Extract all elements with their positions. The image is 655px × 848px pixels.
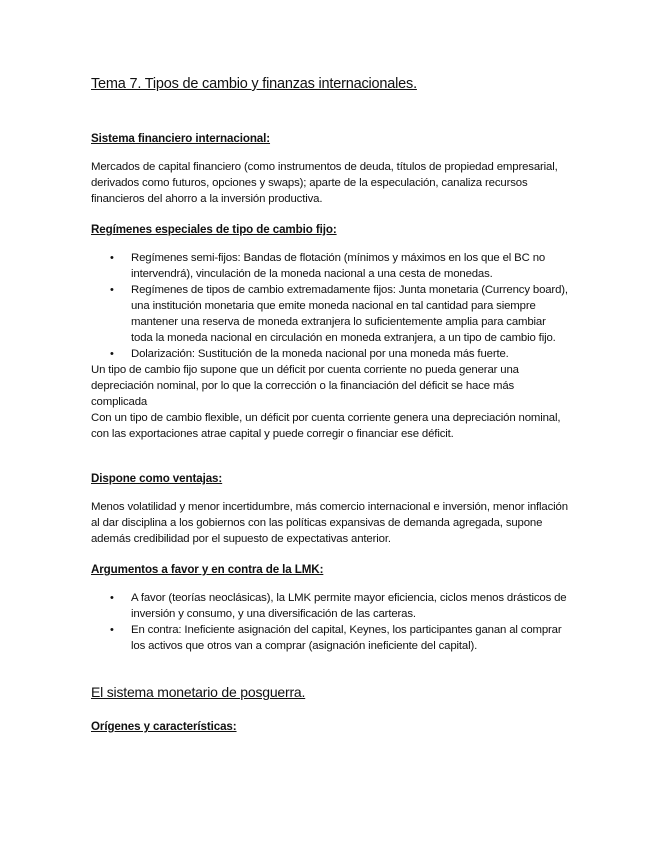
document-body — [91, 76, 569, 733]
list-item: • Dolarización: Sustitución de la moneda nacional por una moneda más fuerte. — [131, 346, 569, 362]
bullet-list-regimenes — [91, 250, 569, 362]
list-item: • A favor (teorías neoclásicas), la LMK permite mayor eficiencia, ciclos menos drásticos de inversión y consumo, y una diversificación de las carteras. — [131, 590, 569, 622]
section-title-sistema-monetario: El sistema monetario de posguerra. — [91, 684, 306, 700]
section-heading-ventajas: Dispone como ventajas: — [91, 472, 223, 485]
list-item: • Regímenes semi-fijos: Bandas de flotación (mínimos y máximos en los que el BC no intervendrá), vinculación de la moneda nacional a una cesta de monedas. — [131, 250, 569, 282]
paragraph-tipo-flexible: Con un tipo de cambio flexible, un déficit por cuenta corriente genera una depreciación nominal, con las exportaciones atrae capital y puede corregir o financiar ese déficit. — [91, 412, 561, 440]
paragraph-tipo-fijo: Un tipo de cambio fijo supone que un déficit por cuenta corriente no pueda generar una depreciación nominal, por lo que la corrección o la financiación del déficit se hace más complicada — [91, 364, 519, 408]
bullet-list-argumentos — [91, 590, 569, 654]
section-heading-origenes: Orígenes y características: — [91, 720, 237, 733]
list-item: • En contra: Ineficiente asignación del capital, Keynes, los participantes ganan al comprar los activos que otros van a comprar (asignación ineficiente del capital). — [131, 622, 569, 654]
section-heading-sistema-financiero: Sistema financiero internacional: — [91, 132, 271, 145]
section-heading-regimenes: Regímenes especiales de tipo de cambio fijo: — [91, 223, 337, 236]
section-heading-argumentos-lmk: Argumentos a favor y en contra de la LMK: — [91, 563, 324, 576]
document-title: Tema 7. Tipos de cambio y finanzas internacionales. — [91, 76, 417, 92]
paragraph-sistema-financiero: Mercados de capital financiero (como instrumentos de deuda, títulos de propiedad empresarial, derivados como futuros, opciones y swaps); aparte de la especulación, canaliza recursos financieros del ahorro a la inversión productiva. — [91, 161, 558, 205]
list-item: • Regímenes de tipos de cambio extremadamente fijos: Junta monetaria (Currency board), una institución monetaria que emite moneda nacional en tal cantidad para siempre mantener una reserva de moneda extranjera lo suficientemente amplia para cambiar toda la moneda nacional en circulación en moneda extranjera, a un tipo de cambio fijo. — [131, 282, 569, 346]
paragraph-ventajas: Menos volatilidad y menor incertidumbre, más comercio internacional e inversión, menor inflación al dar disciplina a los gobiernos con las políticas expansivas de demanda agregada, supone además credibilidad por el supuesto de expectativas anterior. — [91, 501, 568, 545]
